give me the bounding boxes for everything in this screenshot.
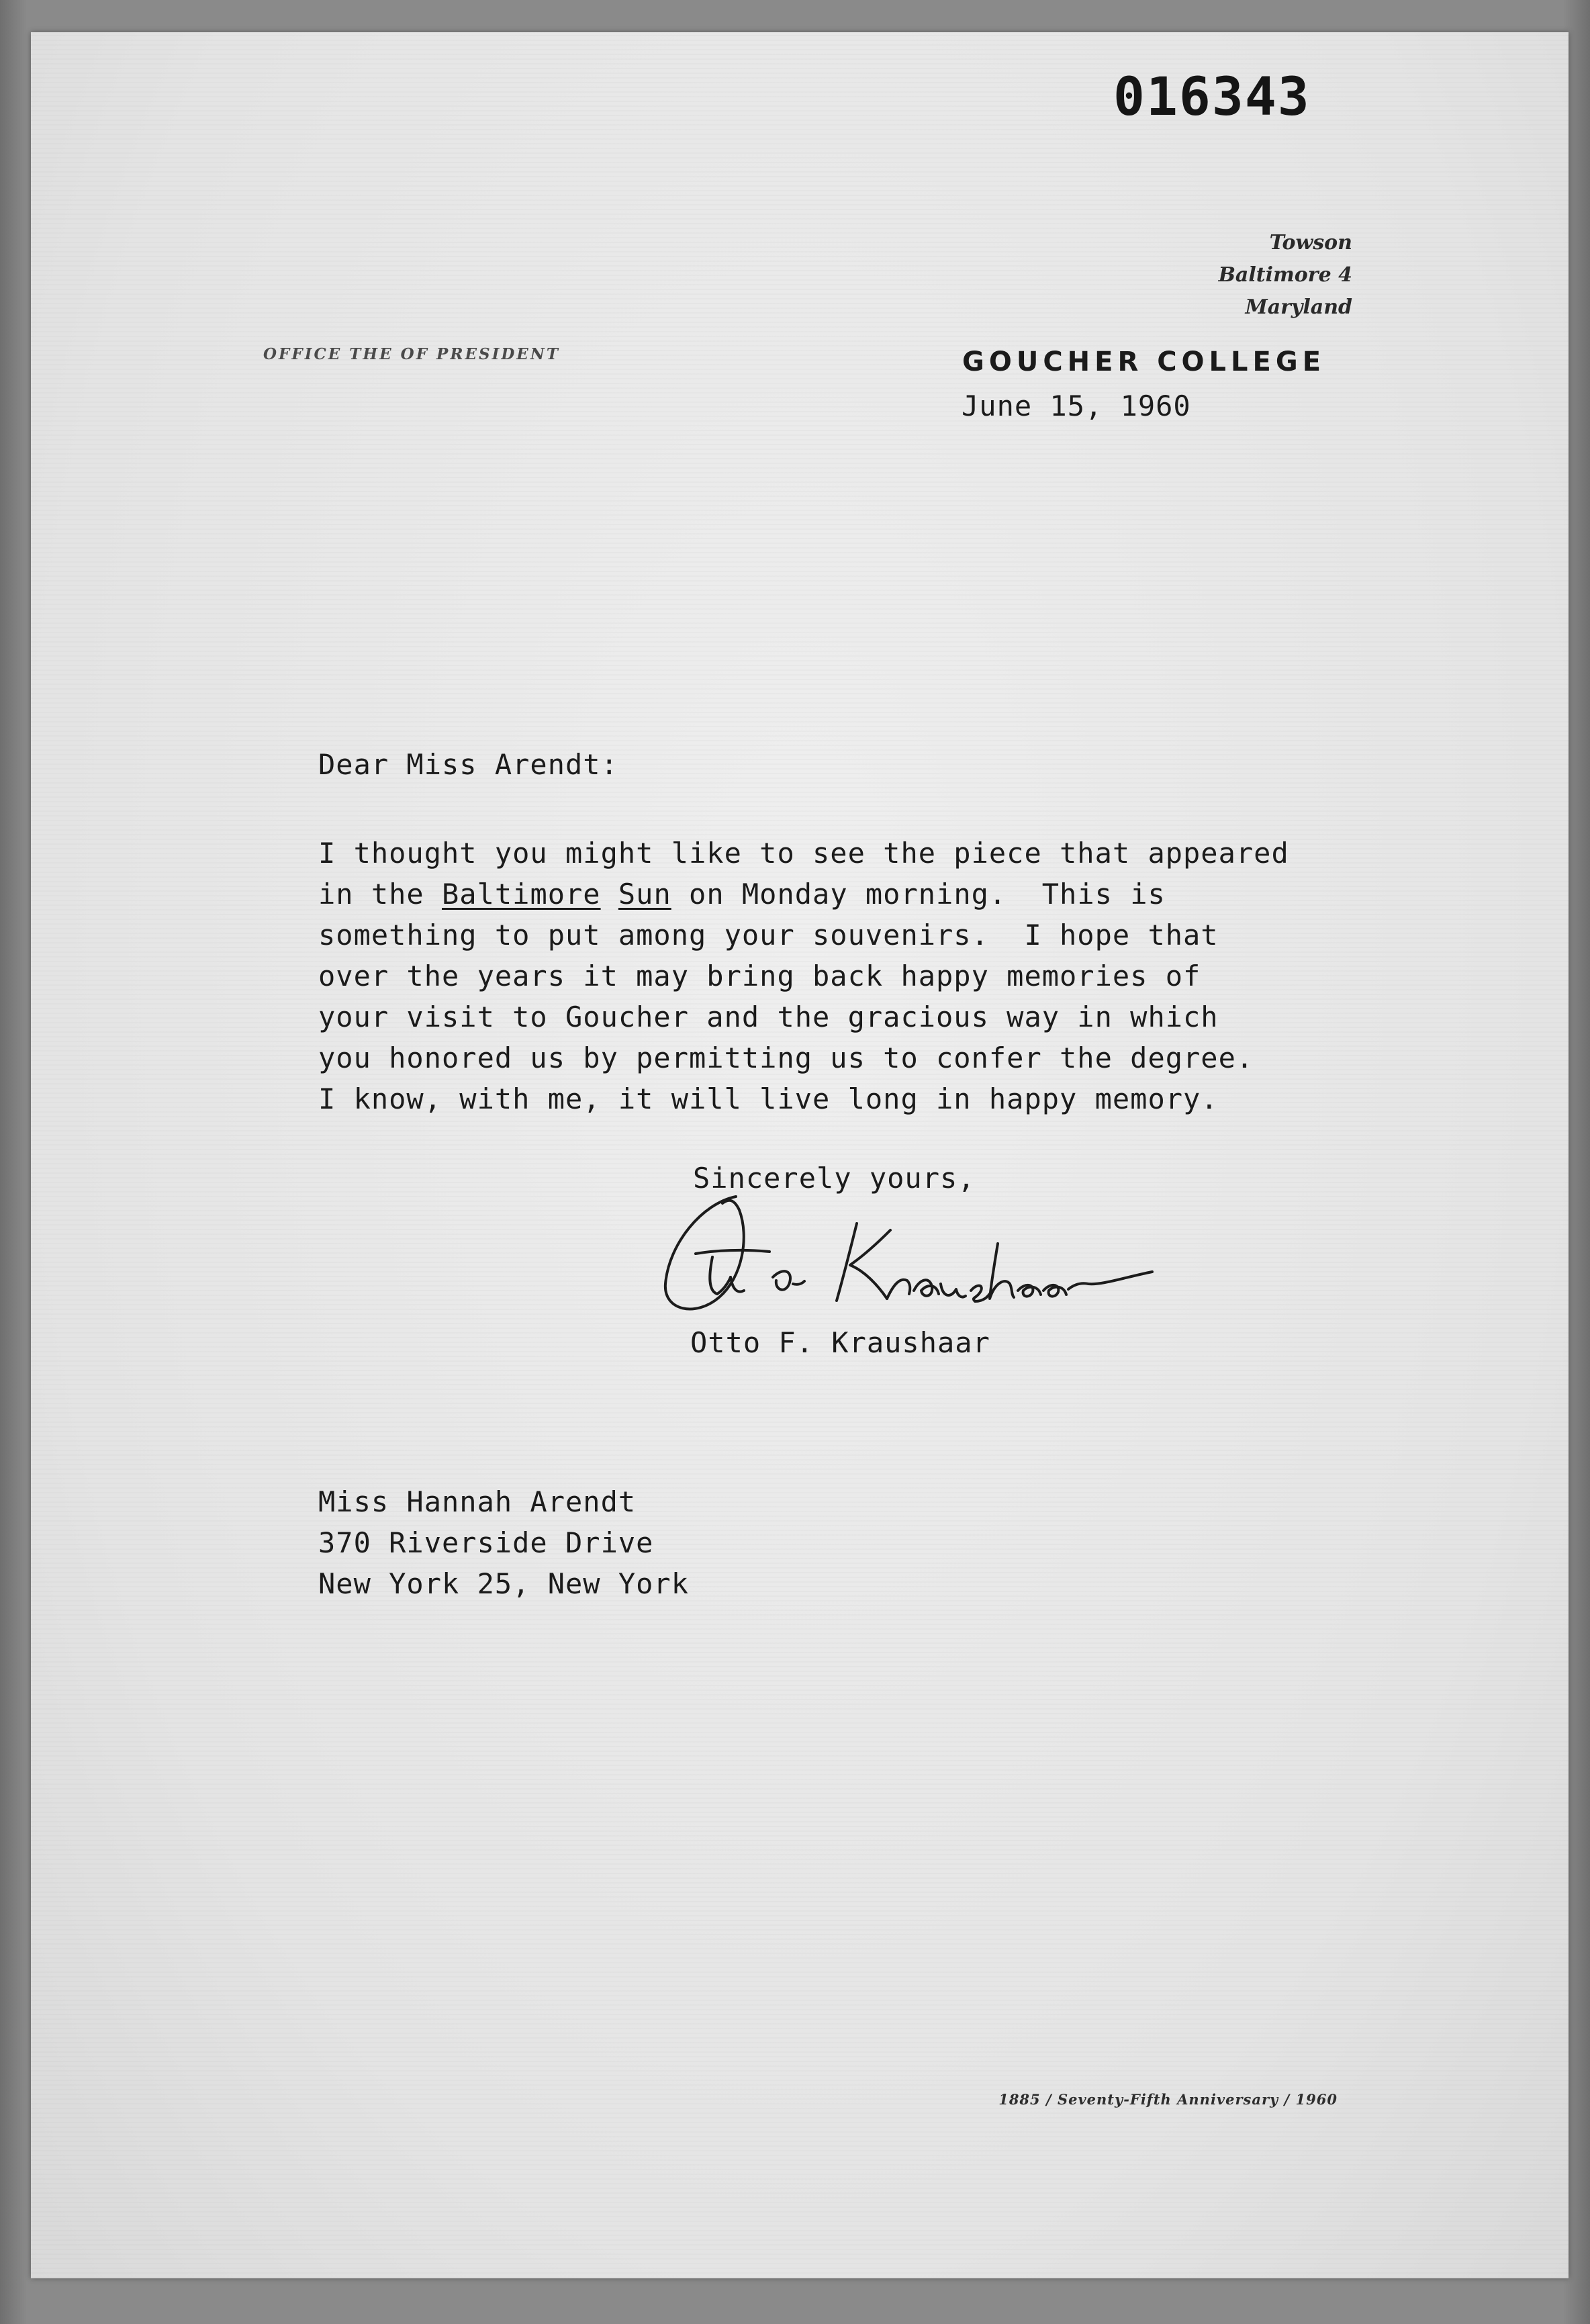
body-line: over the years it may bring back happy memories of: [318, 960, 1201, 992]
body-line: you honored us by permitting us to confer the degree.: [318, 1041, 1254, 1074]
body-text-segment: in the: [318, 878, 442, 911]
handwritten-signature: [655, 1183, 1166, 1324]
recipient-city: New York 25, New York: [318, 1567, 690, 1600]
signer-name: Otto F. Kraushaar: [690, 1326, 990, 1359]
letterhead-office: OFFICE THE OF PRESIDENT: [263, 345, 560, 363]
letterhead-institution: GOUCHER COLLEGE: [962, 346, 1326, 377]
recipient-name: Miss Hannah Arendt: [318, 1485, 637, 1518]
address-line-state: Maryland: [1245, 295, 1352, 319]
body-line: I thought you might like to see the piece that appeared: [318, 837, 1289, 870]
letterhead-address: [1219, 227, 1352, 324]
anniversary-footer: 1885 / Seventy-Fifth Anniversary / 1960: [998, 2091, 1338, 2108]
newspaper-title-word: Baltimore: [442, 878, 601, 911]
salutation: Dear Miss Arendt:: [318, 748, 618, 781]
body-text-segment: on Monday morning. This is: [671, 878, 1166, 911]
body-line: [318, 874, 1312, 915]
address-line-city: Baltimore 4: [1218, 263, 1352, 287]
body-line: something to put among your souvenirs. I hope that: [318, 919, 1219, 951]
letter-sheet: [31, 32, 1569, 2278]
address-line-town: Towson: [1269, 231, 1352, 254]
archive-stamp-number: 016343: [1113, 67, 1311, 128]
recipient-street: 370 Riverside Drive: [318, 1526, 654, 1559]
letter-body: [318, 833, 1312, 1119]
letter-date: June 15, 1960: [962, 389, 1191, 422]
body-text-segment: [601, 878, 618, 911]
newspaper-title-word: Sun: [618, 878, 671, 911]
complimentary-closing: Sincerely yours,: [693, 1162, 976, 1195]
body-line: your visit to Goucher and the gracious way in which: [318, 1001, 1219, 1033]
recipient-address-block: [318, 1481, 689, 1604]
body-line: I know, with me, it will live long in happy memory.: [318, 1082, 1219, 1115]
